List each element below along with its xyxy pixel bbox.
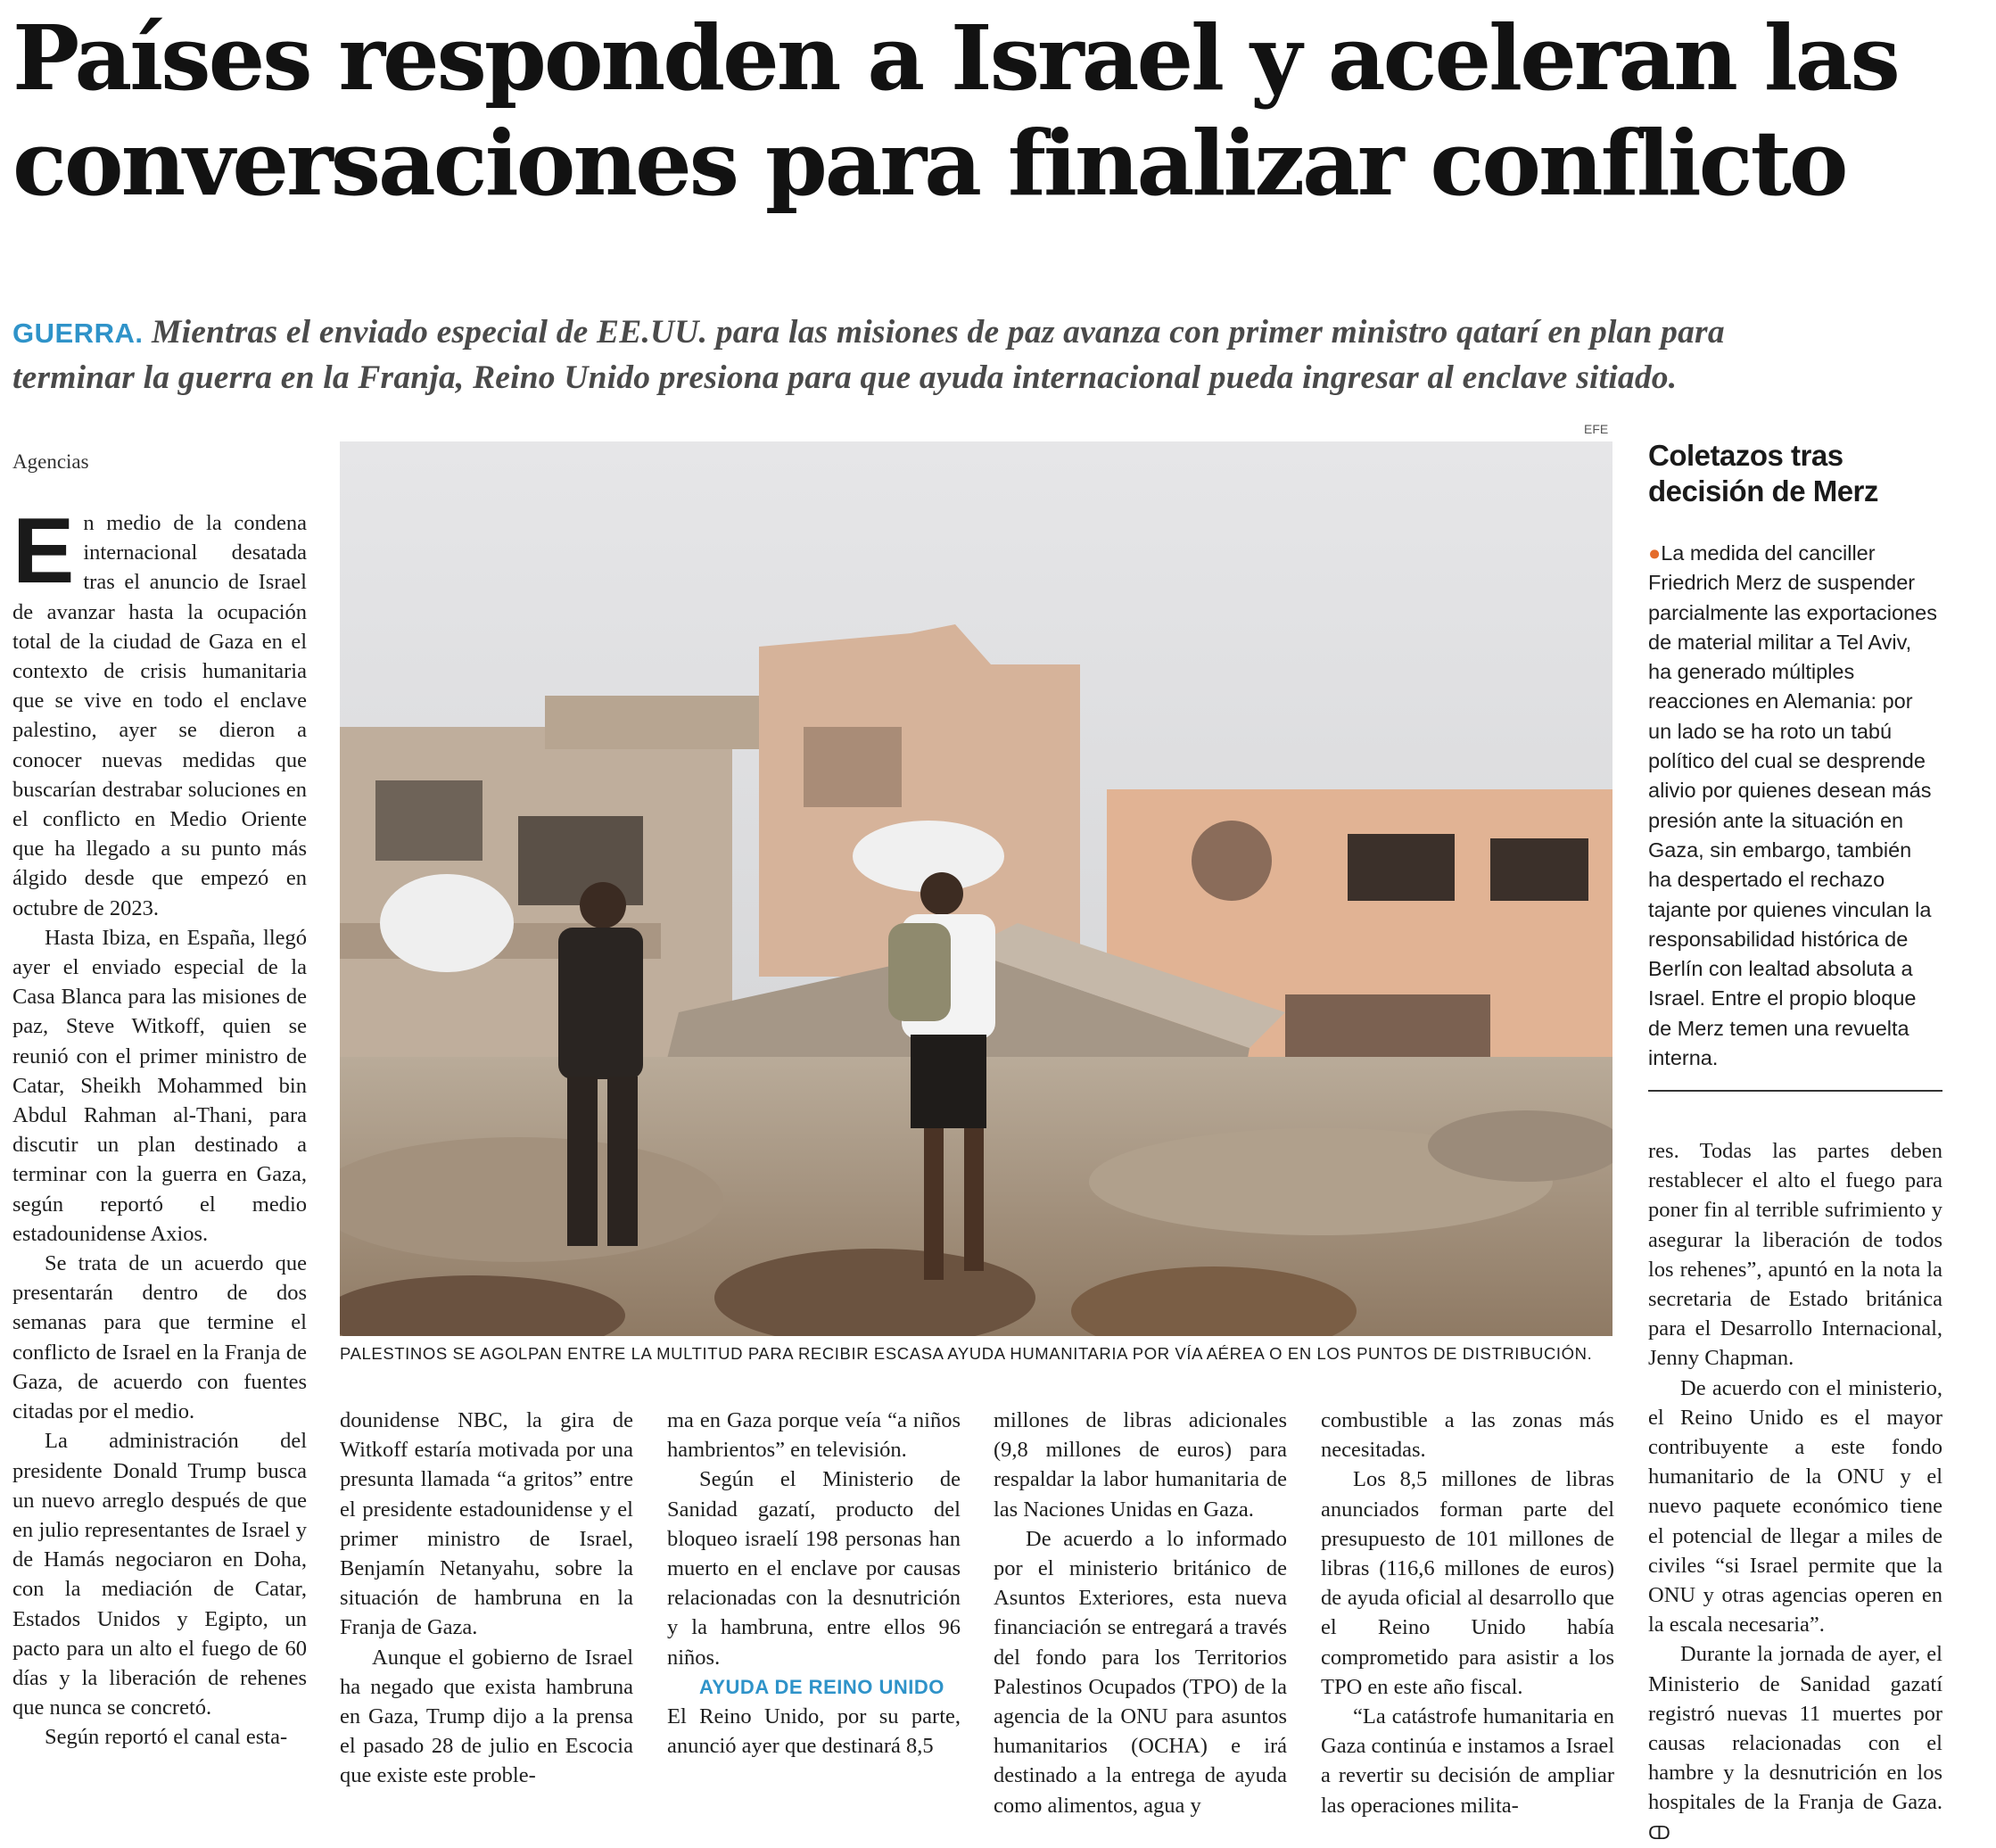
article-paragraph: La administración del presidente Donald Trump busca un nuevo arreglo después de que en julio representantes de Israel y de Hamás negociaron en Doha, con la mediación de Catar, Estados Unidos y Egipto, un pacto para un alto el fuego de 60 días y la liberación de rehenes que nunca se concretó. (12, 1429, 307, 1720)
photo-credit: EFE (1584, 422, 1609, 436)
article-column-6 (1648, 1136, 1942, 1848)
headline (12, 5, 1975, 216)
article-column-4 (994, 1406, 1287, 1820)
article-paragraph: dounidense NBC, la gira de Witkoff estaría motivada por una presunta llamada “a gritos” entre el presidente estadounidense y el primer ministro de Israel, Benjamín Netanyahu, sobre la situación de hambruna en la Franja de Gaza. (340, 1408, 633, 1640)
section-tag: GUERRA. (12, 318, 144, 349)
drop-cap: E (12, 499, 75, 603)
article-paragraph: millones de libras adicionales (9,8 millones de euros) para respaldar la labor humanitaria de las Naciones Unidas en Gaza. (994, 1408, 1287, 1522)
byline: Agencias (12, 450, 89, 473)
sidebar-text: La medida del canciller Friedrich Merz de suspender parcialmente las exportaciones de material militar a Tel Aviv, ha generado múltiples reacciones en Alemania: por un lado se ha roto un tabú político del cual se desprende alivio por quienes desean más presión ante la situación en Gaza, sin embargo, también ha despertado el rechazo tajante por quienes vinculan la responsabilidad histórica de Berlín con lealtad absoluta a Israel. Entre el propio bloque de Merz temen una revuelta interna. (1648, 541, 1937, 1070)
article-paragraph: Aunque el gobierno de Israel ha negado que exista hambruna en Gaza, Trump dijo a la prensa el pasado 28 de julio en Escocia que existe este proble- (340, 1645, 633, 1788)
article-paragraph: Los 8,5 millones de libras anunciados forman parte del presupuesto de 101 millones de libras (116,6 millones de euros) de ayuda oficial al desarrollo que el Reino Unido había comprometido para asistir a los TPO en este año fiscal. (1321, 1467, 1614, 1699)
deck (12, 310, 1975, 400)
article-paragraph: Según reportó el canal esta- (45, 1725, 288, 1750)
article-column-1 (12, 499, 307, 1753)
article-paragraph: En medio de la condena internacional desatada tras el anuncio de Israel de avanzar hasta la ocupación total de la ciudad de Gaza en el contexto de crisis humanitaria que se vive en todo el enclave palestino, ayer se dieron a conocer nuevas medidas que buscarían destrabar soluciones en el conflicto en Medio Oriente que ha llegado a su punto más álgido desde que empezó en octubre de 2023. (12, 499, 307, 920)
sidebar-title: Coletazos tras decisión de Merz (1648, 439, 1878, 507)
deck-line-1 (12, 310, 1975, 356)
article-paragraph: Hasta Ibiza, en España, llegó ayer el enviado especial de la Casa Blanca para las misiones de paz, Steve Witkoff, quien se reunió con el primer ministro de Catar, Sheikh Mohammed bin Abdul Rahman al-Thani, para discutir un plan destinado a terminar con la guerra en Gaza, según reportó el medio estadounidense Axios. (12, 925, 307, 1246)
article-column-5 (1321, 1406, 1614, 1820)
article-paragraph: “La catástrofe humanitaria en Gaza continúa e instamos a Israel a revertir su decisión de ampliar las operaciones milita- (1321, 1704, 1614, 1818)
sidebar-divider (1648, 1090, 1942, 1092)
headline-line-2: conversaciones para finalizar conflicto (12, 111, 1846, 216)
article-paragraph: De acuerdo a lo informado por el ministerio británico de Asuntos Exteriores, esta nueva financiación se entregará a través del fondo para los Territorios Palestinos Ocupados (TPO) de la agencia de la ONU para asuntos humanitarios (OCHA) e irá destinado a la entrega de ayuda como alimentos, agua y (994, 1526, 1287, 1818)
deck-text-1: Mientras el enviado especial de EE.UU. para las misiones de paz avanza con primer ministro qatarí en plan para (152, 314, 1725, 351)
article-paragraph: combustible a las zonas más necesitadas. (1321, 1408, 1614, 1463)
article-paragraph: De acuerdo con el ministerio, el Reino Unido es el mayor contribuyente a este fondo humanitario de la ONU y el nuevo paquete económico tiene el potencial de llegar a miles de civiles “si Israel permite que la ONU y otras agencias operen en la escala necesaria”. (1648, 1375, 1942, 1638)
article-paragraph: ma en Gaza porque veía “a niños hambrientos” en televisión. (667, 1408, 961, 1463)
article-paragraph: El Reino Unido, por su parte, anunció ayer que destinará 8,5 (667, 1704, 961, 1759)
article-paragraph: Durante la jornada de ayer, el Ministerio de Sanidad gazatí registró nuevas 11 muertes por causas relacionadas con el hambre y la desnutrición en los hospitales de la Franja de Gaza. ↀ (1648, 1642, 1942, 1844)
article-column-3 (667, 1406, 961, 1761)
article-paragraph: Según el Ministerio de Sanidad gazatí, producto del bloqueo israelí 198 personas han muerto en el enclave por causas relacionadas con la desnutrición y la hambruna, entre ellos 96 niños. (667, 1467, 961, 1670)
article-paragraph: Se trata de un acuerdo que presentarán dentro de dos semanas para que termine el conflicto de Israel en la Franja de Gaza, de acuerdo con fuentes citadas por el medio. (12, 1251, 307, 1424)
headline-line-1: Países responden a Israel y aceleran las (12, 5, 1898, 111)
article-column-2 (340, 1406, 633, 1791)
deck-line-2: terminar la guerra en la Franja, Reino Unido presiona para que ayuda internacional pueda ingresar al enclave sitiado. (12, 359, 1678, 396)
bullet-icon: ● (1648, 541, 1662, 565)
article-paragraph: res. Todas las partes deben restablecer el alto el fuego para poner fin al terrible sufrimiento y asegurar la liberación de todos los rehenes”, apuntó en la nota la secretaria de Estado británica para el Desarrollo Internacional, Jenny Chapman. (1648, 1139, 1942, 1371)
news-photo (340, 441, 1612, 1336)
sidebar-body (1648, 539, 1938, 1073)
article-subhead: AYUDA DE REINO UNIDO (699, 1675, 944, 1698)
photo-caption: PALESTINOS SE AGOLPAN ENTRE LA MULTITUD PARA RECIBIR ESCASA AYUDA HUMANITARIA POR VÍA AÉREA O EN LOS PUNTOS DE DISTRIBUCIÓN. (340, 1344, 1593, 1363)
end-mark-icon: ↀ (1648, 1821, 1670, 1844)
photo-illustration (340, 441, 1612, 1336)
